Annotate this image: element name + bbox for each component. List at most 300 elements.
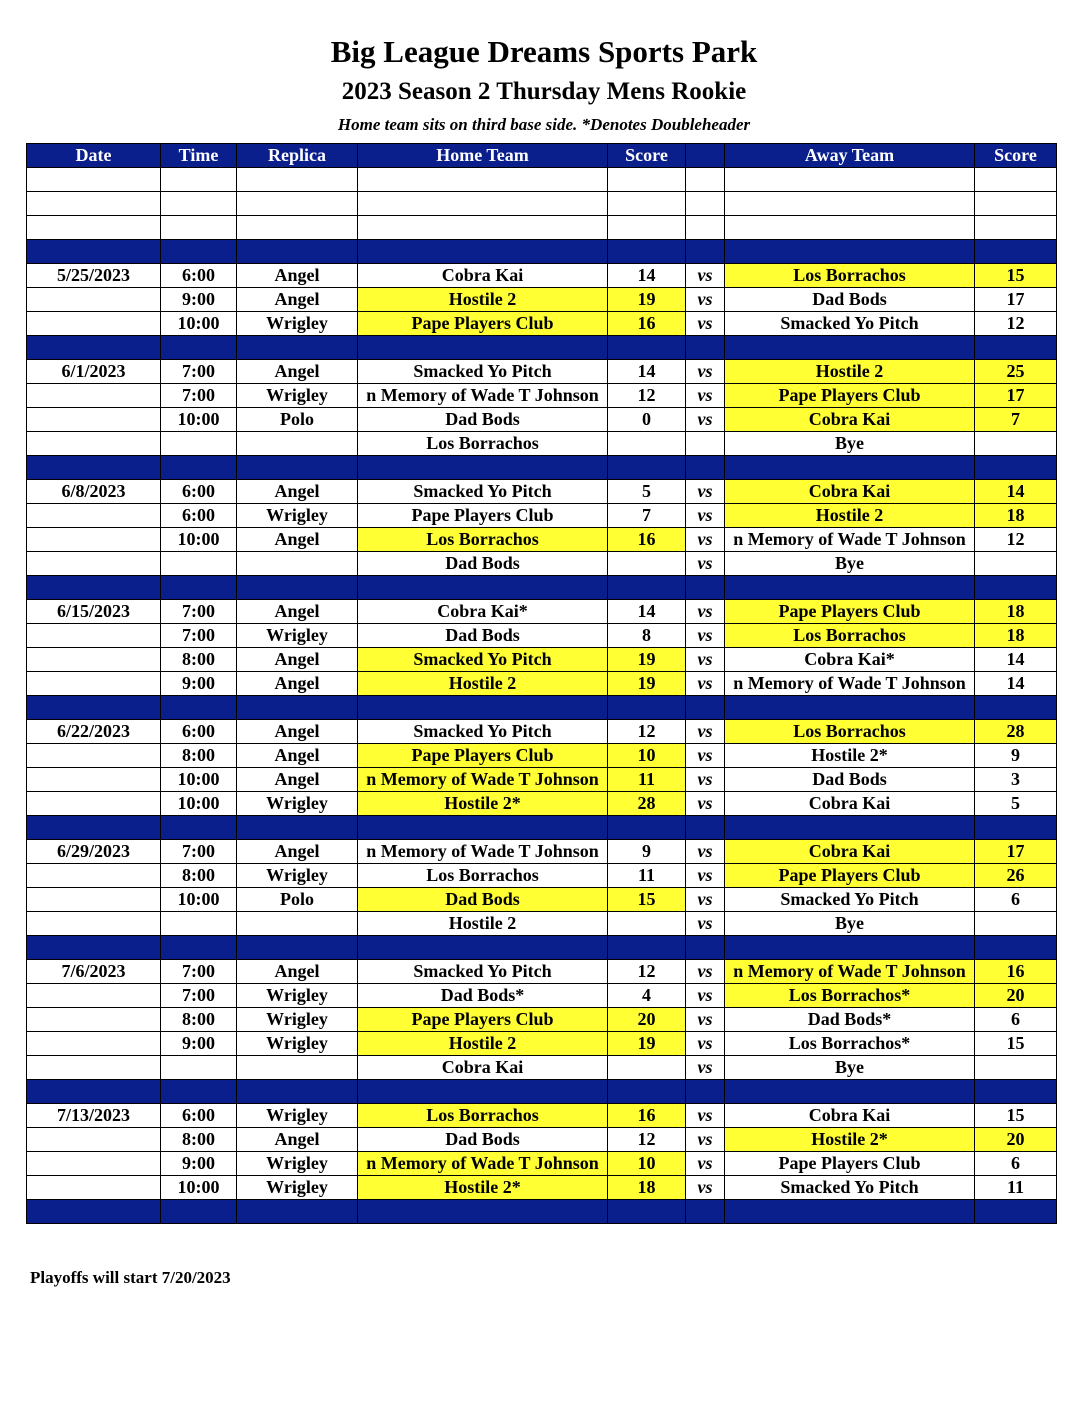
vs-cell: vs bbox=[686, 528, 725, 552]
separator-cell bbox=[237, 816, 358, 840]
away-team-cell: Smacked Yo Pitch bbox=[725, 888, 975, 912]
time-cell: 8:00 bbox=[161, 648, 237, 672]
blank-cell bbox=[161, 168, 237, 192]
date-cell bbox=[27, 744, 161, 768]
col-away-team: Away Team bbox=[725, 144, 975, 168]
separator-cell bbox=[975, 1080, 1057, 1104]
separator-cell bbox=[725, 456, 975, 480]
separator-cell bbox=[27, 696, 161, 720]
home-team-cell: Dad Bods bbox=[358, 552, 608, 576]
away-score-cell: 18 bbox=[975, 504, 1057, 528]
home-score-cell: 10 bbox=[608, 1152, 686, 1176]
date-cell bbox=[27, 768, 161, 792]
game-row bbox=[27, 768, 1057, 792]
game-row bbox=[27, 624, 1057, 648]
time-cell: 9:00 bbox=[161, 288, 237, 312]
vs-cell: vs bbox=[686, 624, 725, 648]
col-home-score: Score bbox=[608, 144, 686, 168]
separator-row bbox=[27, 240, 1057, 264]
blank-row bbox=[27, 168, 1057, 192]
date-cell bbox=[27, 504, 161, 528]
separator-cell bbox=[237, 1200, 358, 1224]
blank-cell bbox=[237, 192, 358, 216]
replica-cell: Wrigley bbox=[237, 624, 358, 648]
away-team-cell: Pape Players Club bbox=[725, 864, 975, 888]
date-cell: 6/8/2023 bbox=[27, 480, 161, 504]
date-cell: 5/25/2023 bbox=[27, 264, 161, 288]
away-score-cell: 5 bbox=[975, 792, 1057, 816]
home-team-cell: Dad Bods* bbox=[358, 984, 608, 1008]
vs-cell: vs bbox=[686, 912, 725, 936]
blank-cell bbox=[237, 168, 358, 192]
separator-row bbox=[27, 1200, 1057, 1224]
vs-cell bbox=[686, 432, 725, 456]
separator-cell bbox=[975, 696, 1057, 720]
separator-cell bbox=[358, 240, 608, 264]
separator-cell bbox=[237, 336, 358, 360]
replica-cell: Angel bbox=[237, 648, 358, 672]
blank-cell bbox=[686, 216, 725, 240]
away-score-cell: 12 bbox=[975, 312, 1057, 336]
replica-cell: Angel bbox=[237, 672, 358, 696]
home-score-cell: 9 bbox=[608, 840, 686, 864]
separator-cell bbox=[27, 1200, 161, 1224]
vs-cell: vs bbox=[686, 1008, 725, 1032]
date-cell bbox=[27, 648, 161, 672]
game-row bbox=[27, 408, 1057, 432]
time-cell: 10:00 bbox=[161, 312, 237, 336]
game-row bbox=[27, 600, 1057, 624]
vs-cell: vs bbox=[686, 408, 725, 432]
game-row bbox=[27, 1152, 1057, 1176]
away-team-cell: Cobra Kai bbox=[725, 1104, 975, 1128]
home-team-cell: Smacked Yo Pitch bbox=[358, 360, 608, 384]
home-team-cell: Hostile 2* bbox=[358, 792, 608, 816]
away-team-cell: Cobra Kai* bbox=[725, 648, 975, 672]
home-team-cell: Hostile 2* bbox=[358, 1176, 608, 1200]
separator-cell bbox=[27, 336, 161, 360]
separator-row bbox=[27, 576, 1057, 600]
replica-cell: Angel bbox=[237, 960, 358, 984]
game-row bbox=[27, 1056, 1057, 1080]
away-team-cell: Dad Bods bbox=[725, 768, 975, 792]
game-row bbox=[27, 264, 1057, 288]
schedule-note: Home team sits on third base side. *Denotes Doubleheader bbox=[337, 115, 751, 134]
blank-cell bbox=[358, 192, 608, 216]
home-team-cell: Pape Players Club bbox=[358, 312, 608, 336]
away-team-cell: Cobra Kai bbox=[725, 480, 975, 504]
separator-cell bbox=[686, 456, 725, 480]
game-row bbox=[27, 288, 1057, 312]
blank-cell bbox=[27, 168, 161, 192]
time-cell: 10:00 bbox=[161, 768, 237, 792]
separator-cell bbox=[358, 456, 608, 480]
blank-cell bbox=[608, 192, 686, 216]
home-team-cell: Hostile 2 bbox=[358, 288, 608, 312]
separator-cell bbox=[975, 336, 1057, 360]
vs-cell: vs bbox=[686, 1152, 725, 1176]
replica-cell: Wrigley bbox=[237, 1104, 358, 1128]
separator-cell bbox=[608, 936, 686, 960]
separator-cell bbox=[686, 576, 725, 600]
home-score-cell bbox=[608, 912, 686, 936]
separator-row bbox=[27, 1080, 1057, 1104]
separator-cell bbox=[608, 816, 686, 840]
vs-cell: vs bbox=[686, 552, 725, 576]
away-team-cell: Smacked Yo Pitch bbox=[725, 312, 975, 336]
vs-cell: vs bbox=[686, 648, 725, 672]
home-score-cell: 16 bbox=[608, 312, 686, 336]
replica-cell: Angel bbox=[237, 288, 358, 312]
blank-cell bbox=[975, 216, 1057, 240]
game-row bbox=[27, 360, 1057, 384]
home-team-cell: Hostile 2 bbox=[358, 912, 608, 936]
separator-cell bbox=[975, 936, 1057, 960]
separator-cell bbox=[608, 576, 686, 600]
game-row bbox=[27, 840, 1057, 864]
schedule-body bbox=[27, 168, 1057, 1224]
vs-cell: vs bbox=[686, 1128, 725, 1152]
away-team-cell: Pape Players Club bbox=[725, 384, 975, 408]
replica-cell: Wrigley bbox=[237, 504, 358, 528]
separator-cell bbox=[237, 456, 358, 480]
away-score-cell: 17 bbox=[975, 288, 1057, 312]
game-row bbox=[27, 480, 1057, 504]
separator-cell bbox=[725, 816, 975, 840]
home-team-cell: n Memory of Wade T Johnson bbox=[358, 768, 608, 792]
away-team-cell: Bye bbox=[725, 552, 975, 576]
away-score-cell: 14 bbox=[975, 672, 1057, 696]
home-score-cell: 4 bbox=[608, 984, 686, 1008]
replica-cell: Polo bbox=[237, 888, 358, 912]
away-score-cell: 15 bbox=[975, 264, 1057, 288]
date-cell: 6/22/2023 bbox=[27, 720, 161, 744]
game-row bbox=[27, 1128, 1057, 1152]
game-row bbox=[27, 432, 1057, 456]
away-team-cell: Hostile 2 bbox=[725, 360, 975, 384]
away-team-cell: Cobra Kai bbox=[725, 792, 975, 816]
away-score-cell bbox=[975, 552, 1057, 576]
away-team-cell: Hostile 2* bbox=[725, 744, 975, 768]
blank-row bbox=[27, 192, 1057, 216]
time-cell: 10:00 bbox=[161, 1176, 237, 1200]
game-row bbox=[27, 1008, 1057, 1032]
home-team-cell: Cobra Kai* bbox=[358, 600, 608, 624]
game-row bbox=[27, 672, 1057, 696]
home-score-cell: 12 bbox=[608, 1128, 686, 1152]
away-team-cell: Bye bbox=[725, 1056, 975, 1080]
home-score-cell: 14 bbox=[608, 600, 686, 624]
game-row bbox=[27, 912, 1057, 936]
vs-cell: vs bbox=[686, 1032, 725, 1056]
date-cell bbox=[27, 1152, 161, 1176]
away-score-cell: 6 bbox=[975, 1008, 1057, 1032]
separator-cell bbox=[725, 696, 975, 720]
away-score-cell: 6 bbox=[975, 888, 1057, 912]
home-score-cell: 19 bbox=[608, 648, 686, 672]
col-replica: Replica bbox=[237, 144, 358, 168]
separator-cell bbox=[725, 336, 975, 360]
replica-cell: Wrigley bbox=[237, 1176, 358, 1200]
blank-cell bbox=[686, 168, 725, 192]
away-team-cell: Bye bbox=[725, 912, 975, 936]
time-cell: 9:00 bbox=[161, 1032, 237, 1056]
date-cell bbox=[27, 1056, 161, 1080]
separator-cell bbox=[161, 1200, 237, 1224]
home-score-cell: 19 bbox=[608, 672, 686, 696]
separator-cell bbox=[725, 936, 975, 960]
separator-cell bbox=[975, 456, 1057, 480]
away-score-cell: 17 bbox=[975, 384, 1057, 408]
col-vs bbox=[686, 144, 725, 168]
blank-cell bbox=[608, 216, 686, 240]
home-score-cell: 14 bbox=[608, 264, 686, 288]
blank-cell bbox=[725, 192, 975, 216]
vs-cell: vs bbox=[686, 792, 725, 816]
separator-cell bbox=[358, 936, 608, 960]
home-team-cell: Hostile 2 bbox=[358, 1032, 608, 1056]
time-cell: 6:00 bbox=[161, 1104, 237, 1128]
separator-cell bbox=[975, 576, 1057, 600]
time-cell: 6:00 bbox=[161, 264, 237, 288]
home-score-cell: 12 bbox=[608, 720, 686, 744]
separator-cell bbox=[725, 240, 975, 264]
home-team-cell: Smacked Yo Pitch bbox=[358, 720, 608, 744]
col-date: Date bbox=[27, 144, 161, 168]
home-score-cell: 8 bbox=[608, 624, 686, 648]
time-cell: 7:00 bbox=[161, 384, 237, 408]
home-score-cell: 10 bbox=[608, 744, 686, 768]
home-team-cell: Pape Players Club bbox=[358, 744, 608, 768]
date-cell: 6/15/2023 bbox=[27, 600, 161, 624]
separator-cell bbox=[358, 576, 608, 600]
away-score-cell: 20 bbox=[975, 1128, 1057, 1152]
away-score-cell: 7 bbox=[975, 408, 1057, 432]
vs-cell: vs bbox=[686, 480, 725, 504]
home-score-cell: 12 bbox=[608, 384, 686, 408]
home-team-cell: Pape Players Club bbox=[358, 504, 608, 528]
away-score-cell: 12 bbox=[975, 528, 1057, 552]
separator-cell bbox=[237, 1080, 358, 1104]
replica-cell: Wrigley bbox=[237, 384, 358, 408]
separator-cell bbox=[608, 456, 686, 480]
separator-cell bbox=[975, 240, 1057, 264]
date-cell bbox=[27, 432, 161, 456]
time-cell bbox=[161, 432, 237, 456]
date-cell bbox=[27, 1176, 161, 1200]
replica-cell: Angel bbox=[237, 528, 358, 552]
home-team-cell: n Memory of Wade T Johnson bbox=[358, 384, 608, 408]
date-cell: 6/29/2023 bbox=[27, 840, 161, 864]
separator-cell bbox=[686, 240, 725, 264]
blank-cell bbox=[161, 216, 237, 240]
away-score-cell: 16 bbox=[975, 960, 1057, 984]
away-score-cell: 14 bbox=[975, 648, 1057, 672]
separator-cell bbox=[358, 816, 608, 840]
home-team-cell: Los Borrachos bbox=[358, 432, 608, 456]
separator-cell bbox=[975, 816, 1057, 840]
game-row bbox=[27, 1176, 1057, 1200]
blank-cell bbox=[358, 168, 608, 192]
away-score-cell: 11 bbox=[975, 1176, 1057, 1200]
time-cell: 7:00 bbox=[161, 960, 237, 984]
separator-cell bbox=[686, 1080, 725, 1104]
game-row bbox=[27, 984, 1057, 1008]
col-away-score: Score bbox=[975, 144, 1057, 168]
game-row bbox=[27, 552, 1057, 576]
separator-cell bbox=[686, 696, 725, 720]
time-cell: 9:00 bbox=[161, 1152, 237, 1176]
vs-cell: vs bbox=[686, 888, 725, 912]
blank-cell bbox=[161, 192, 237, 216]
blank-cell bbox=[725, 216, 975, 240]
replica-cell: Angel bbox=[237, 744, 358, 768]
date-cell bbox=[27, 912, 161, 936]
separator-cell bbox=[161, 336, 237, 360]
separator-cell bbox=[358, 336, 608, 360]
separator-cell bbox=[27, 576, 161, 600]
separator-row bbox=[27, 456, 1057, 480]
home-score-cell: 11 bbox=[608, 768, 686, 792]
separator-cell bbox=[161, 936, 237, 960]
date-cell bbox=[27, 1128, 161, 1152]
home-team-cell: Smacked Yo Pitch bbox=[358, 480, 608, 504]
away-team-cell: Los Borrachos bbox=[725, 624, 975, 648]
home-team-cell: Cobra Kai bbox=[358, 1056, 608, 1080]
replica-cell: Wrigley bbox=[237, 792, 358, 816]
away-team-cell: Bye bbox=[725, 432, 975, 456]
away-team-cell: n Memory of Wade T Johnson bbox=[725, 960, 975, 984]
replica-cell: Angel bbox=[237, 768, 358, 792]
blank-cell bbox=[686, 192, 725, 216]
time-cell: 10:00 bbox=[161, 792, 237, 816]
game-row bbox=[27, 384, 1057, 408]
separator-cell bbox=[161, 456, 237, 480]
home-team-cell: Los Borrachos bbox=[358, 528, 608, 552]
game-row bbox=[27, 744, 1057, 768]
separator-cell bbox=[725, 1200, 975, 1224]
blank-cell bbox=[237, 216, 358, 240]
time-cell: 6:00 bbox=[161, 504, 237, 528]
home-score-cell: 16 bbox=[608, 528, 686, 552]
vs-cell: vs bbox=[686, 864, 725, 888]
separator-cell bbox=[686, 816, 725, 840]
separator-cell bbox=[237, 696, 358, 720]
vs-cell: vs bbox=[686, 744, 725, 768]
separator-cell bbox=[237, 936, 358, 960]
home-score-cell: 20 bbox=[608, 1008, 686, 1032]
separator-cell bbox=[27, 936, 161, 960]
vs-cell: vs bbox=[686, 984, 725, 1008]
time-cell: 8:00 bbox=[161, 1008, 237, 1032]
away-score-cell: 18 bbox=[975, 624, 1057, 648]
away-score-cell: 28 bbox=[975, 720, 1057, 744]
away-score-cell bbox=[975, 912, 1057, 936]
away-team-cell: Smacked Yo Pitch bbox=[725, 1176, 975, 1200]
replica-cell: Angel bbox=[237, 360, 358, 384]
time-cell bbox=[161, 1056, 237, 1080]
time-cell: 6:00 bbox=[161, 720, 237, 744]
blank-cell bbox=[358, 216, 608, 240]
game-row bbox=[27, 792, 1057, 816]
separator-row bbox=[27, 696, 1057, 720]
away-team-cell: Dad Bods bbox=[725, 288, 975, 312]
vs-cell: vs bbox=[686, 264, 725, 288]
home-team-cell: Cobra Kai bbox=[358, 264, 608, 288]
separator-cell bbox=[27, 816, 161, 840]
separator-cell bbox=[237, 240, 358, 264]
date-cell bbox=[27, 1008, 161, 1032]
replica-cell: Wrigley bbox=[237, 864, 358, 888]
game-row bbox=[27, 648, 1057, 672]
time-cell: 10:00 bbox=[161, 408, 237, 432]
date-cell bbox=[27, 624, 161, 648]
date-cell: 7/6/2023 bbox=[27, 960, 161, 984]
away-score-cell: 25 bbox=[975, 360, 1057, 384]
home-team-cell: Dad Bods bbox=[358, 1128, 608, 1152]
home-team-cell: Los Borrachos bbox=[358, 1104, 608, 1128]
away-score-cell: 26 bbox=[975, 864, 1057, 888]
time-cell: 7:00 bbox=[161, 624, 237, 648]
replica-cell: Polo bbox=[237, 408, 358, 432]
home-score-cell: 15 bbox=[608, 888, 686, 912]
separator-cell bbox=[686, 936, 725, 960]
home-score-cell: 0 bbox=[608, 408, 686, 432]
blank-cell bbox=[975, 168, 1057, 192]
home-team-cell: Smacked Yo Pitch bbox=[358, 648, 608, 672]
home-score-cell: 19 bbox=[608, 288, 686, 312]
vs-cell: vs bbox=[686, 1056, 725, 1080]
vs-cell: vs bbox=[686, 960, 725, 984]
home-team-cell: n Memory of Wade T Johnson bbox=[358, 840, 608, 864]
away-team-cell: Hostile 2 bbox=[725, 504, 975, 528]
time-cell: 7:00 bbox=[161, 984, 237, 1008]
home-score-cell: 16 bbox=[608, 1104, 686, 1128]
home-score-cell: 18 bbox=[608, 1176, 686, 1200]
game-row bbox=[27, 888, 1057, 912]
home-score-cell bbox=[608, 1056, 686, 1080]
home-team-cell: Los Borrachos bbox=[358, 864, 608, 888]
date-cell bbox=[27, 792, 161, 816]
vs-cell: vs bbox=[686, 384, 725, 408]
replica-cell: Wrigley bbox=[237, 312, 358, 336]
game-row bbox=[27, 864, 1057, 888]
replica-cell: Angel bbox=[237, 480, 358, 504]
away-team-cell: Los Borrachos bbox=[725, 720, 975, 744]
replica-cell: Angel bbox=[237, 720, 358, 744]
separator-cell bbox=[608, 336, 686, 360]
date-cell bbox=[27, 864, 161, 888]
separator-cell bbox=[975, 1200, 1057, 1224]
away-score-cell: 3 bbox=[975, 768, 1057, 792]
away-team-cell: Los Borrachos* bbox=[725, 984, 975, 1008]
replica-cell bbox=[237, 432, 358, 456]
blank-cell bbox=[975, 192, 1057, 216]
home-team-cell: Hostile 2 bbox=[358, 672, 608, 696]
home-team-cell: Smacked Yo Pitch bbox=[358, 960, 608, 984]
away-score-cell: 14 bbox=[975, 480, 1057, 504]
away-score-cell bbox=[975, 432, 1057, 456]
home-team-cell: Dad Bods bbox=[358, 888, 608, 912]
separator-cell bbox=[27, 456, 161, 480]
playoffs-note: Playoffs will start 7/20/2023 bbox=[30, 1268, 231, 1287]
blank-cell bbox=[725, 168, 975, 192]
away-score-cell: 18 bbox=[975, 600, 1057, 624]
replica-cell: Angel bbox=[237, 1128, 358, 1152]
vs-cell: vs bbox=[686, 768, 725, 792]
home-score-cell: 14 bbox=[608, 360, 686, 384]
date-cell: 7/13/2023 bbox=[27, 1104, 161, 1128]
